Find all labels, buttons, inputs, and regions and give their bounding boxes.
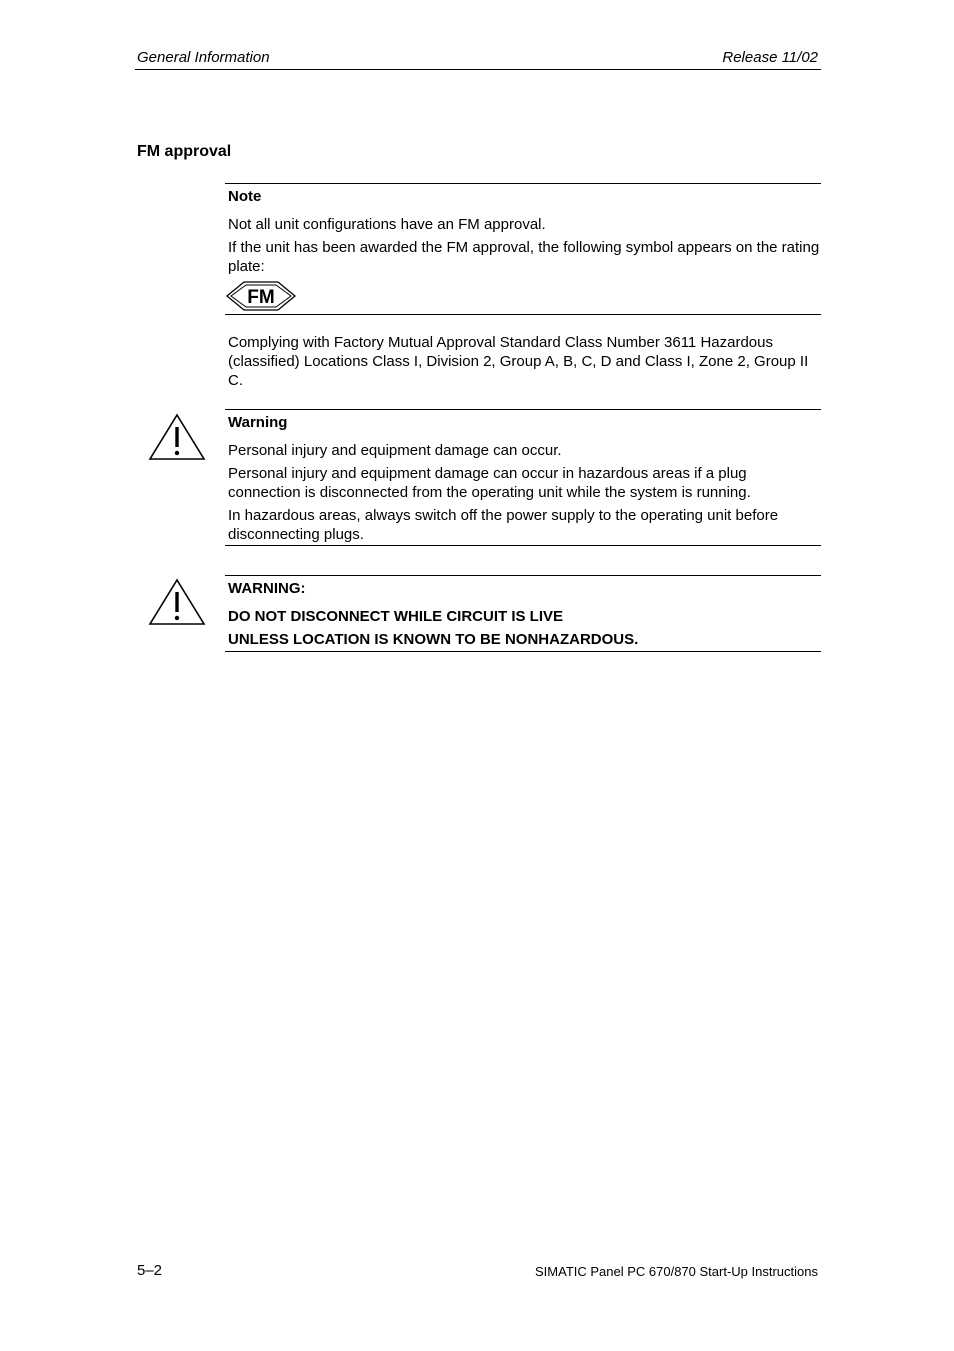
document-title: SIMATIC Panel PC 670/870 Start-Up Instructions — [535, 1264, 818, 1279]
warning-bottom-rule — [225, 545, 821, 546]
note-top-rule — [225, 183, 821, 184]
fm-logo-text: FM — [247, 287, 275, 308]
running-header-release: Release 11/02 — [722, 49, 818, 66]
warning-triangle-icon — [148, 578, 206, 631]
warning-paragraph: Personal injury and equipment damage can occur. — [228, 442, 562, 459]
compliance-paragraph: Complying with Factory Mutual Approval Standard Class Number 3611 Hazardous (classified) Locations Class I, Division 2, Group A, B, C, D and Class I, Zone 2, Group II C. — [228, 334, 809, 389]
warning2-bottom-rule — [225, 651, 821, 652]
warning-top-rule — [225, 409, 821, 410]
header-divider — [135, 69, 821, 70]
warning-triangle-icon — [148, 413, 206, 466]
section-title: FM approval — [137, 143, 232, 160]
note-paragraph: If the unit has been awarded the FM approval, the following symbol appears on the rating plate: — [228, 239, 820, 275]
running-header-section: General Information — [137, 49, 270, 66]
note-heading: Note — [228, 188, 262, 205]
page-number: 5–2 — [137, 1262, 163, 1279]
warning2-line: DO NOT DISCONNECT WHILE CIRCUIT IS LIVE — [228, 608, 564, 625]
warning2-line: UNLESS LOCATION IS KNOWN TO BE NONHAZARDOUS. — [228, 631, 639, 648]
warning2-top-rule — [225, 575, 821, 576]
warning-paragraph: In hazardous areas, always switch off the power supply to the operating unit before disconnecting plugs. — [228, 507, 779, 543]
note-paragraph: Not all unit configurations have an FM approval. — [228, 216, 546, 233]
warning-paragraph: Personal injury and equipment damage can occur in hazardous areas if a plug connection is disconnected from the operating unit while the system is running. — [228, 465, 751, 501]
note-bottom-rule — [225, 314, 821, 315]
fm-approval-logo — [226, 280, 296, 317]
warning2-heading: WARNING: — [228, 580, 306, 597]
warning-heading: Warning — [228, 414, 288, 431]
